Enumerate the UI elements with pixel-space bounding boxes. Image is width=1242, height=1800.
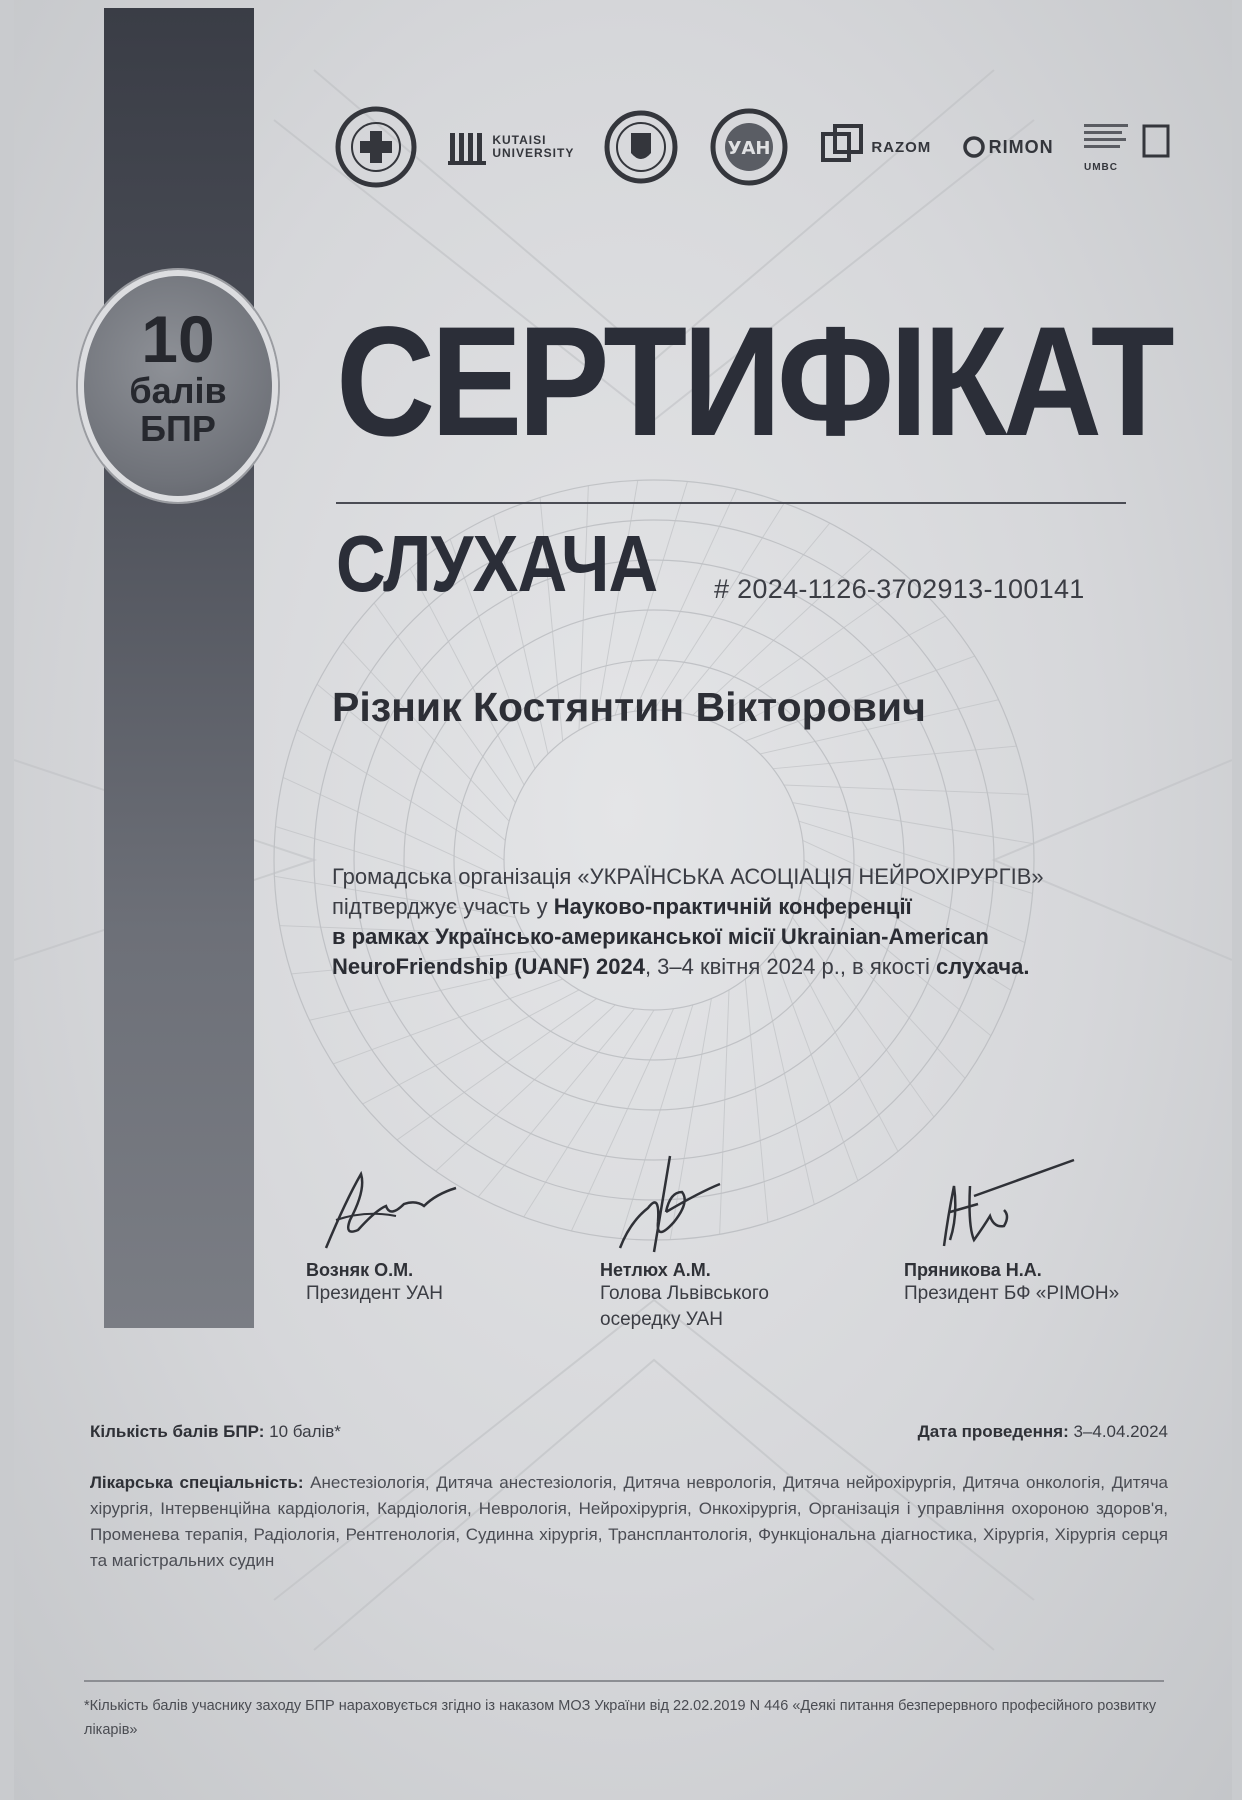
mission-name: в рамках Українсько-американської місії Ukrainian-American [332, 924, 989, 949]
specialty-value: Анестезіологія, Дитяча анестезіологія, Дитяча неврологія, Дитяча нейрохірургія, Дитяча онкологія, Дитяча хірургія, Інтервенційна кардіологія, Кардіологія, Неврологія, Нейрохірургія, Онкохірургія, Організація і управління охороною здоров'я, Променева терапія, Радіологія, Рентгенологія, Судинна хірургія, Трансплантологія, Функціональна діагностика, Хірургія, Хірургія серця та магістральних судин [90, 1473, 1169, 1570]
uan-seal [709, 107, 789, 187]
razom-square-icon [819, 124, 865, 170]
body-line-2 [332, 892, 1192, 922]
signatory-3-name: Пряникова Н.А. [904, 1260, 1042, 1280]
ribbon-notch [104, 1290, 254, 1350]
date-info [918, 1422, 1168, 1442]
umbc-logo-text: UMBC [1083, 161, 1118, 173]
points-label: Кількість балів БПР: [90, 1422, 265, 1441]
rimon-logo [962, 135, 1054, 159]
lviv-university-seal [603, 109, 679, 185]
umbc-text-lines-icon [1084, 122, 1174, 162]
side-ribbon [104, 8, 254, 1328]
footnote: *Кількість балів учаснику заходу БПР нараховується згідно із наказом МОЗ України від 22.02.2019 N 446 «Деякі питання безперервного професійного розвитку лікарів» [84, 1698, 1157, 1738]
rimon-ring-icon [962, 135, 986, 159]
signatory-2-role-line2: осередку УАН [600, 1309, 723, 1330]
badge-number: 10 [141, 302, 215, 376]
specialty-label: Лікарська спеціальність: [90, 1473, 304, 1492]
body-line-3 [332, 922, 1192, 952]
umbc-logo [1084, 122, 1174, 173]
signatory-3-role: Президент БФ «РІМОН» [904, 1283, 1120, 1304]
event-dates: , 3–4 квітня 2024 р., в якості [644, 954, 936, 979]
body-line-4 [332, 952, 1192, 982]
razom-logo-text: RAZOM [871, 138, 932, 156]
signatory-2-role-line1: Голова Львівського [600, 1283, 769, 1304]
date-value: 3–4.04.2024 [1068, 1422, 1168, 1441]
razom-logo [819, 124, 931, 170]
partner-logos [334, 102, 1174, 192]
signatory-1-role: Президент УАН [306, 1283, 444, 1304]
points-info [90, 1422, 341, 1442]
signatory-1-name: Возняк О.М. [306, 1260, 414, 1280]
signature-block-3 [904, 1156, 1204, 1307]
university-columns-icon [448, 127, 492, 167]
body-line-1: Громадська організація «УКРАЇНСЬКА АСОЦІАЦІЯ НЕЙРОХІРУРГІВ» [332, 864, 1044, 889]
event-name: NeuroFriendship (UANF) 2024 [332, 954, 645, 979]
certificate-subtitle: СЛУХАЧА [336, 519, 658, 608]
recipient-name: Різник Костянтин Вікторович [332, 684, 926, 730]
badge-unit: балів [129, 370, 227, 411]
title-divider [336, 502, 1126, 504]
kutaisi-logo-text: KUTAISI UNIVERSITY [492, 133, 575, 160]
certificate-title: СЕРТИФІКАТ [336, 295, 1171, 469]
signature-3-icon [904, 1156, 1084, 1256]
event-info-row [90, 1422, 1168, 1442]
confirmation-text [332, 862, 1192, 982]
body-line-2-text: підтверджує участь у [332, 894, 554, 919]
conference-name: Науково-практичній конференції [553, 894, 912, 919]
footnote-divider [84, 1680, 1164, 1682]
points-value: 10 балів* [264, 1422, 341, 1441]
signatory-2-name: Нетлюх А.М. [600, 1260, 711, 1280]
university-seal-icon [603, 109, 679, 185]
kutaisi-university-logo [448, 127, 575, 167]
specialty-list [90, 1470, 1168, 1574]
signature-block-1 [306, 1160, 606, 1307]
uan-seal-icon [709, 107, 789, 187]
medical-seal-icon [334, 105, 418, 189]
signature-1-icon [306, 1160, 466, 1256]
date-label: Дата проведення: [917, 1422, 1069, 1441]
rimon-logo-text: RIMON [988, 136, 1054, 157]
certificate-sheet [14, 0, 1232, 1800]
participant-role: слухача. [935, 954, 1030, 979]
cpd-points-badge [78, 270, 278, 502]
signature-block-2 [600, 1152, 900, 1333]
ukrainian-medical-association-seal [334, 105, 418, 189]
signature-2-icon [600, 1152, 740, 1256]
uan-seal-text: УАН [727, 138, 771, 159]
badge-abbrev: БПР [140, 408, 216, 449]
certificate-number: # 2024-1126-3702913-100141 [714, 574, 1085, 604]
